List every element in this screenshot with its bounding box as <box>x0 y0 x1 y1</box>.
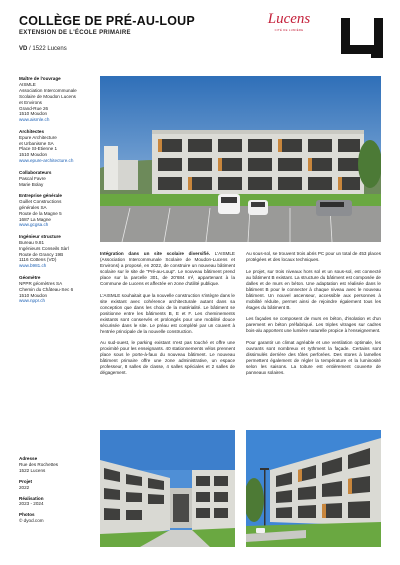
hero-photo <box>100 76 381 242</box>
credit-entreprise <box>19 193 101 228</box>
paragraph <box>100 251 235 287</box>
credit-line: Pascal Favre <box>19 175 46 181</box>
info-heading: Adresse <box>19 456 38 461</box>
paragraph: L'AISMLE souhaitait que la nouvelle construction s'intègre dans le site existant avec cohérence architecturale autant dans sa conception que dans les choix de la matérialité. Le bâtiment se positionne entre les bâtiments B, E et F. Les cheminements existants sont conservés et prolongés pour une mobilité douce sécurisée dans le site. Le préau est complété par un couvert à l'entrée principale de la nouvelle construction. <box>100 292 235 334</box>
credit-line: Place St-Etienne 1 <box>19 146 58 152</box>
info-value: 2023 - 2024 <box>19 501 44 507</box>
credit-heading: Entreprise générale <box>19 192 62 198</box>
credit-line: Ingénieurs Conseils Sàrl <box>19 245 69 251</box>
credit-line: NPPR géomètres SA <box>19 280 63 286</box>
credit-line: et Environs <box>19 99 42 105</box>
credit-architectes <box>19 129 101 164</box>
page-title: COLLÈGE DE PRÉ-AU-LOUP <box>19 14 195 28</box>
credit-line: générales SA <box>19 204 47 210</box>
paragraph-lead: Intégration dans un site scolaire diversifié. <box>100 251 211 256</box>
info-heading: Projet <box>19 478 33 484</box>
credit-line: Guillet Constructions <box>19 198 62 204</box>
info-value: © dyod.com <box>19 518 44 524</box>
credits-sidebar <box>19 76 101 310</box>
credit-line: 1687 La Magne <box>19 216 51 222</box>
project-info <box>19 456 101 529</box>
credit-line: Route de Grancy 19B <box>19 251 64 257</box>
paragraph: Au sous-sol, se trouvent trois abris PC pour un total de 453 places protégées et des locaux techniques. <box>246 251 381 262</box>
info-line: 1522 Lucens <box>19 467 46 473</box>
credit-line: et Urbanisme SA <box>19 140 54 146</box>
paragraph-text: L'AISMLE (Association Intercommunale Scolaire de Moudon-Lucens et Environs) a proposé, en 2022, de construire un nouveau bâtiment scolaire sur le site de "Pré-au-Loup". Le nouveau bâtiment prend place sur la parcelle 301, de 20'684 m², appartenant à la Commune de Lucens et affectée en zone d'utilité publique. <box>100 251 235 286</box>
publisher-logo-icon <box>341 18 383 58</box>
lucens-logo-word: Lucens <box>267 11 311 27</box>
info-adresse <box>19 456 101 474</box>
paragraph: Le projet, sur trois niveaux hors sol et un sous-sol, est connecté au bâtiment B existant. La structure du bâtiment est composée de dalles et de murs en béton. Une adaptation est réalisée dans le bâtiment B pour le connecter à chaque niveau avec le nouveau bâtiment. Un nouvel ascenseur, accessible aux personnes à mobilité réduite, permet ainsi de rejoindre également tous les étages du bâtiment B. <box>246 268 381 310</box>
credit-link[interactable]: www.aismle.ch <box>19 117 50 123</box>
paragraph: Pour garantir un climat agréable et une ventilation optimale, les ouvrants sont nombreux et rythment la façade. Certains sont dissimulés derrière des tôles perforées. Des stores à lamelles permettent également de régler la température et la luminosité selon les saisons. La toiture est entièrement couverte de panneaux solaires. <box>246 339 381 375</box>
credit-line: Chemin du Château-Sec 6 <box>19 286 74 292</box>
credit-heading: Architectes <box>19 128 45 134</box>
lucens-logo-tagline: CITÉ DE LUMIÈRE <box>274 28 304 32</box>
credit-line: Marie Bolay <box>19 181 44 187</box>
credit-line: Grand-Rue 26 <box>19 105 49 111</box>
credit-heading: Collaborateurs <box>19 169 52 175</box>
credit-line: 1510 Moudon <box>19 152 48 158</box>
credit-line: Association Intercommunale <box>19 87 77 93</box>
info-heading: Photos <box>19 512 35 518</box>
canton-code: VD <box>19 46 28 52</box>
credit-heading: Géomètre <box>19 274 41 280</box>
credit-link[interactable]: www.b981.ch <box>19 263 47 269</box>
info-heading: Réalisation <box>19 495 44 501</box>
info-line: Rue des Rochettes <box>19 461 59 467</box>
credit-line: AISMLE <box>19 81 36 87</box>
credit-link[interactable]: www.epure-architecture.ch <box>19 158 74 164</box>
credit-line: Epure Architecture <box>19 134 57 140</box>
credit-line: Scolaire de Moudon Lucens <box>19 93 76 99</box>
credit-link[interactable]: www.nppr.ch <box>19 298 46 304</box>
paragraph: Les façades se composent de murs en béton, d'isolation et d'un parement en béton préfabriqué. Les triples vitrages sur cadres bois-alu apportent une lumière naturelle propice à l'enseignement. <box>246 316 381 333</box>
credit-line: Bureau 9.81 <box>19 239 45 245</box>
credit-heading: Ingénieur structure <box>19 233 61 239</box>
credit-line: 1510 Moudon <box>19 111 48 117</box>
info-photos <box>19 512 101 524</box>
paragraph: Au sud-ouest, le parking existant n'est pas touché et offre une proximité pour les enseignants. 40 stationnements vélos prennent place sous le porte-à-faux du nouveau bâtiment. Le nouveau bâtiment primaire offre une zone administrative, un espace professeur, 8 salles de classe, 4 salles spéciales et 2 salles de dégagement. <box>100 340 235 375</box>
lucens-logo <box>262 12 316 32</box>
credit-heading: Maître de l'ouvrage <box>19 76 61 81</box>
credit-maitre <box>19 76 101 123</box>
location-line: VD / 1522 Lucens <box>19 46 67 52</box>
credit-ingenieur <box>19 234 101 269</box>
credit-line: 1510 Moudon <box>19 292 48 298</box>
credit-line: 1116 Cottens (VD) <box>19 257 57 263</box>
page-subtitle: EXTENSION DE L'ÉCOLE PRIMAIRE <box>19 30 131 36</box>
location: 1522 Lucens <box>32 46 67 52</box>
credit-link[interactable]: www.gcgsa.ch <box>19 222 49 228</box>
info-projet <box>19 479 101 491</box>
courtyard-photo <box>100 430 235 547</box>
credit-geometre <box>19 275 101 305</box>
info-realisation <box>19 496 101 508</box>
credit-line: Route de la Magne 5 <box>19 210 62 216</box>
body-column-1 <box>100 251 235 382</box>
credit-collaborateurs <box>19 170 101 188</box>
facade-photo <box>246 430 381 547</box>
info-value: 2022 <box>19 484 30 490</box>
body-column-2 <box>246 251 381 381</box>
